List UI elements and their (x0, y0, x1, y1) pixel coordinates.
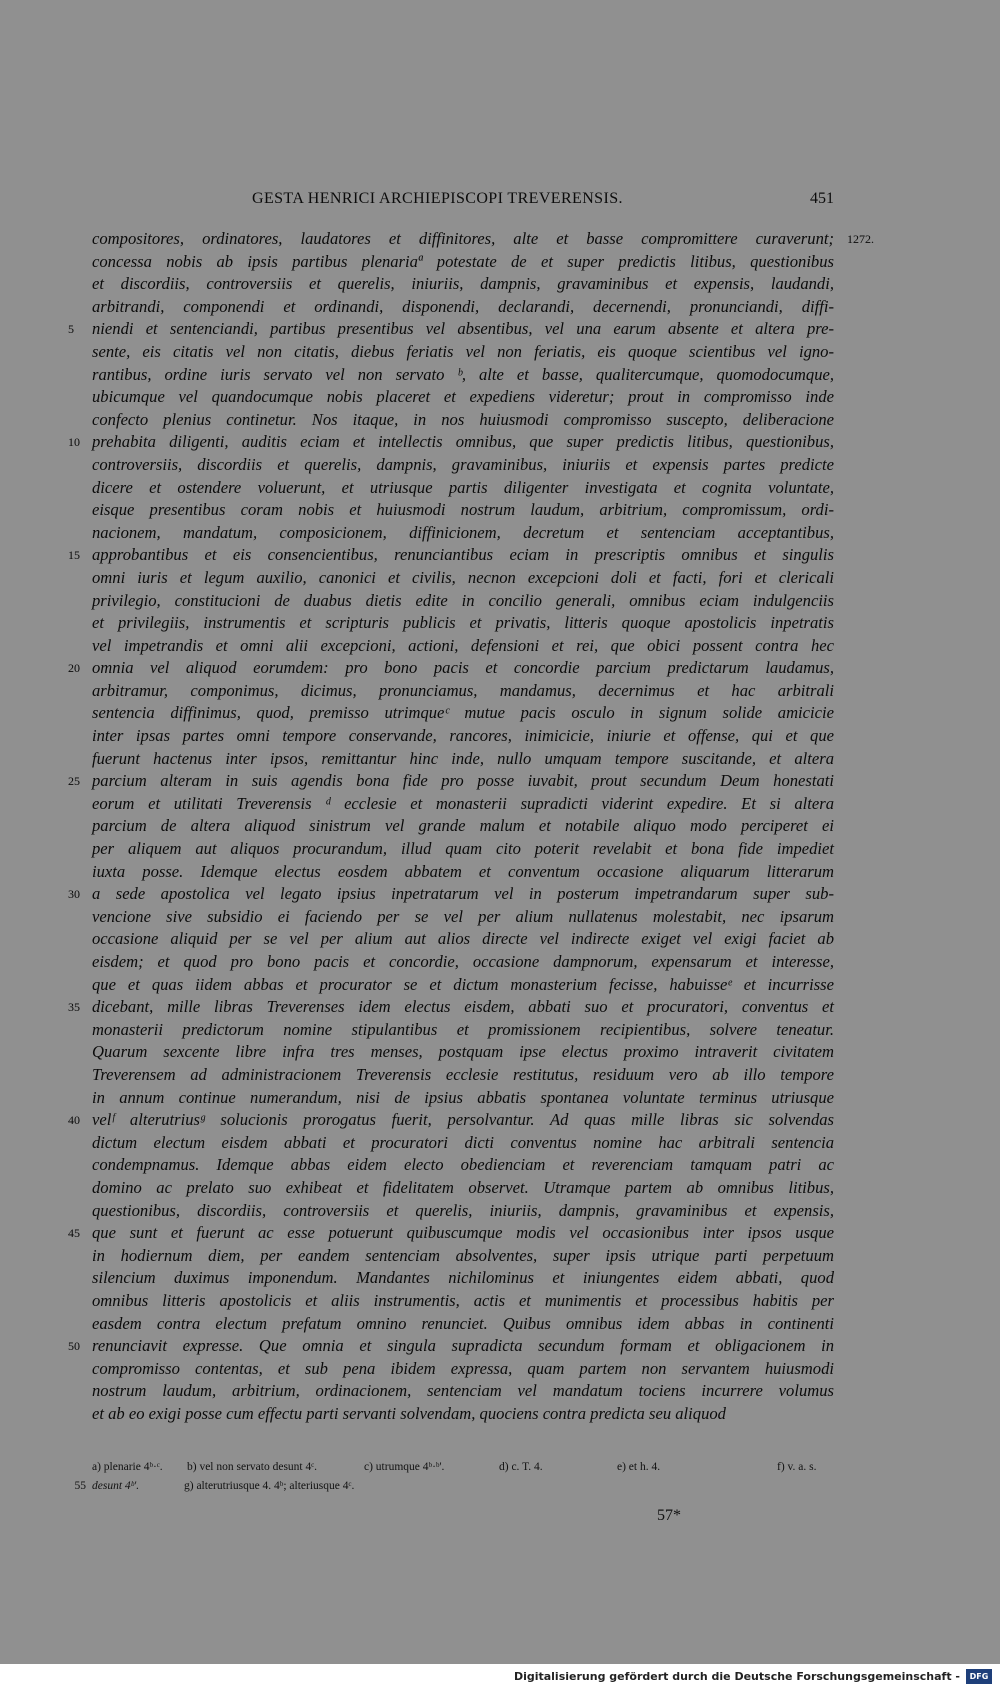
text-line-content: parcium de altera aliquod sinistrum vel grande malum et notabile aliquo modo perciperet ei (92, 816, 834, 836)
text-line (68, 1335, 834, 1358)
text-line-content: sentencia diffinimus, quod, premisso utrimqueᶜ mutue pacis osculo in signum solide amicicie (92, 703, 834, 723)
text-line-content: vel impetrandis et omni alii excepcioni, actioni, defensioni et rei, que obici possent contra hec (92, 635, 834, 655)
text-line (68, 770, 834, 793)
text-line (92, 974, 834, 997)
text-line (92, 928, 834, 951)
line-number: 25 (68, 774, 80, 789)
text-line-content: parcium alteram in suis agendis bona fide pro posse iuvabit, prout secundum Deum honestati (92, 771, 834, 791)
text-line (92, 1019, 834, 1042)
text-line-content: approbantibus et eis consencientibus, renunciantibus eciam in prescriptis omnibus et singulis (92, 545, 834, 565)
text-line (92, 1313, 834, 1336)
text-line-content: prehabita diligenti, auditis eciam et intellectis omnibus, que super predictis litibus, questionibus, (92, 432, 834, 452)
text-line-content: que sunt et fuerunt ac esse potuerunt quibuscumque modis vel occasionibus inter ipsos usque (92, 1223, 834, 1243)
text-line-content: Treverensem ad administracionem Treverensis ecclesie restitutus, residuum vero ab illo tempore (92, 1064, 834, 1084)
text-line-content: et discordiis, controversiis et querelis, iniuriis, dampnis, gravaminibus et expensis, laudandi, (92, 274, 834, 294)
text-line-content: silencium duximus imponendum. Mandantes nichilominus et iniungentes eidem abbati, quod (92, 1268, 834, 1288)
text-line-content: et ab eo exigi posse cum effectu parti servanti solvendam, quociens contra predicta seu aliquod (92, 1403, 726, 1423)
text-line (68, 1109, 834, 1132)
text-line (92, 251, 834, 274)
line-number: 10 (68, 435, 80, 450)
footnote-f: f) v. a. s. (777, 1461, 817, 1473)
text-line (92, 1041, 834, 1064)
text-line (92, 499, 834, 522)
text-line (92, 590, 834, 613)
text-line (92, 906, 834, 929)
footnote-e: e) et h. 4. (617, 1461, 661, 1473)
text-line-content: Quarum sexcente libre infra tres menses, postquam ipse electus proximo intraverit civitatem (92, 1042, 834, 1062)
text-line (92, 1177, 834, 1200)
text-line (92, 1064, 834, 1087)
text-line-content: eisque presentibus coram nobis et huiusmodi nostrum laudum, arbitrium, compromissum, ordi- (92, 500, 834, 520)
text-line (68, 996, 834, 1019)
text-line (68, 657, 834, 680)
text-line-content: renunciavit expresse. Que omnia et singula supradicta secundum formam et obligacionem in (92, 1336, 834, 1356)
text-line (92, 567, 834, 590)
text-line-content: ubicumque vel quandocumque nobis placeret et expediens videretur; prout in compromisso inde (92, 387, 834, 407)
footnote-f-continued: desunt 4ᵇ'. (92, 1480, 140, 1492)
text-line (92, 793, 834, 816)
margin-year: 1272. (847, 232, 874, 246)
text-line (92, 1245, 834, 1268)
text-line (92, 1132, 834, 1155)
text-line-content: inter ipsas partes omni tempore conservande, rancores, inimicicie, iniurie et offense, qui et que (92, 726, 834, 746)
text-line-content: que et quas iidem abbas et procurator se et dictum monasterium fecisse, habuisseᵉ et incurrisse (92, 974, 834, 994)
text-line-content: occasione aliquid per se vel per alium aut alios directe vel indirecte exiget vel exigi faciet ab (92, 929, 834, 949)
credit-bar (0, 1664, 1000, 1692)
text-line (92, 815, 834, 838)
text-line (92, 1403, 834, 1426)
text-line (92, 296, 834, 319)
text-line-content: in hodiernum diem, per eandem sentenciam absolventes, super ipsis utrique parti perpetuum (92, 1245, 834, 1265)
text-line-content: monasterii predictorum nomine stipulantibus et promissionem recipientibus, solvere teneatur. (92, 1019, 834, 1039)
text-line-content: et privilegiis, instrumentis et scripturis publicis et privatis, litteris quoque apostolicis inpetratis (92, 613, 834, 633)
line-number: 5 (68, 322, 74, 337)
text-line (92, 1290, 834, 1313)
critical-apparatus (74, 1458, 834, 1496)
footnote-c: c) utrumque 4ᵇ·ᵇ'. (364, 1461, 445, 1473)
text-line (68, 318, 834, 341)
footnote-b: b) vel non servato desunt 4ᶜ. (187, 1461, 318, 1473)
text-line (92, 1087, 834, 1110)
text-line-content: easdem contra electum prefatum omnino renunciet. Quibus omnibus idem abbas in continenti (92, 1313, 834, 1333)
line-number: 15 (68, 548, 80, 563)
text-line-content: nostrum laudum, arbitrium, ordinacionem, sentenciam vel mandatum tociens incurrere volumus (92, 1381, 834, 1401)
text-line (92, 635, 834, 658)
text-line (92, 838, 834, 861)
text-line (92, 228, 874, 251)
text-line (92, 702, 834, 725)
text-line (92, 341, 834, 364)
text-line-content: questionibus, discordiis, controversiis et querelis, iniuriis, dampnis, gravaminibus et expensis, (92, 1200, 834, 1220)
text-line (92, 1380, 834, 1403)
footnote-line-number: 55 (74, 1480, 86, 1492)
text-line-content: sente, eis citatis vel non citatis, diebus feriatis vel non feriatis, eis quoque scientibus vel igno- (92, 341, 834, 361)
text-line (92, 522, 834, 545)
text-line-content: arbitramur, componimus, dicimus, pronunciamus, mandamus, decernimus et hac arbitrali (92, 680, 834, 700)
text-line (92, 477, 834, 500)
text-line-content: domino ac prelato suo exhibeat et fidelitatem observet. Utramque partem ab omnibus litibus, (92, 1177, 834, 1197)
text-line (92, 680, 834, 703)
text-line-content: eisdem; et quod pro bono pacis et concordie, occasione dampnorum, expensarum et interesse, (92, 952, 834, 971)
text-line-content: per aliquem aut aliquos procurandum, illud quam cito poterit revelabit et bona fide impediet (92, 839, 834, 859)
text-line (92, 1154, 834, 1177)
text-line-content: compromisso contentas, et sub pena ibidem expressa, quam partem non servantem huiusmodi (92, 1358, 834, 1378)
text-line (92, 454, 834, 477)
text-line-content: in annum continue numerandum, nisi de ipsius abbatis spontanea voluntate terminus utriusque (92, 1087, 834, 1107)
text-line (92, 364, 834, 387)
text-line-content: dictum electum eisdem abbati et procuratori dicti conventus nomine hac arbitrali sentencia (92, 1132, 834, 1152)
text-line-content: rantibus, ordine iuris servato vel non servato ᵇ, alte et basse, qualitercumque, quomodocumque, (92, 364, 834, 384)
text-line-content: concessa nobis ab ipsis partibus plenariaª potestate de et super predictis litibus, questionibus (92, 251, 834, 271)
footnote-g: g) alterutriusque 4. 4ᵇ; alteriusque 4ᶜ. (184, 1480, 355, 1492)
text-line-content: dicebant, mille libras Treverenses idem electus eisdem, abbati suo et procuratori, conventus et (92, 997, 834, 1017)
line-number: 20 (68, 661, 80, 676)
text-line-content: dicere et ostendere voluerunt, et utriusque partis diligenter investigata et cognita voluntate, (92, 477, 834, 497)
text-line-content: nacionem, mandatum, composicionem, diffinicionem, decretum et sentenciam acceptantibus, (92, 522, 834, 542)
text-line-content: niendi et sentenciandi, partibus presentibus vel absentibus, vel una earum absente et altera pre- (92, 319, 834, 339)
running-title: GESTA HENRICI ARCHIEPISCOPI TREVERENSIS. (252, 190, 623, 207)
text-line-content: omni iuris et legum auxilio, canonici et civilis, necnon excepcioni doli et facti, fori et clericali (92, 567, 834, 587)
text-line (68, 431, 834, 454)
text-line (92, 1200, 834, 1223)
text-line-content: controversiis, discordiis et querelis, dampnis, gravaminibus, iniuriis et expensis partes predicte (92, 454, 834, 474)
text-line (92, 1358, 834, 1381)
footnote-d: d) c. T. 4. (499, 1461, 543, 1473)
footnote-line (92, 1458, 834, 1477)
signature-mark: 57* (657, 1507, 681, 1524)
text-line (92, 861, 834, 884)
text-line-content: eorum et utilitati Treverensis ᵈ ecclesie et monasterii supradicti viderint expedire. Et si altera (92, 793, 834, 813)
text-line (92, 748, 834, 771)
line-number: 35 (68, 1000, 80, 1015)
footnote-line (74, 1477, 834, 1496)
page-number: 451 (810, 190, 834, 207)
text-line (92, 725, 834, 748)
text-line (92, 273, 834, 296)
text-line-content: vencione sive subsidio ei faciendo per se vel per alium nullatenus molestabit, nec ipsarum (92, 906, 834, 926)
text-line-content: omnibus litteris apostolicis et aliis instrumentis, actis et munimentis et processibus habitis per (92, 1290, 834, 1310)
text-line (92, 1267, 834, 1290)
text-line-content: iuxta posse. Idemque electus eosdem abbatem et conventum occasione aliquarum litterarum (92, 861, 834, 881)
text-line (68, 544, 834, 567)
line-number: 30 (68, 887, 80, 902)
text-line-content: fuerunt hactenus inter ipsos, remittantur hinc inde, nullo umquam tempore suscitande, et altera (92, 748, 834, 768)
text-line (92, 409, 834, 432)
text-line (92, 612, 834, 635)
text-line-content: compositores, ordinatores, laudatores et diffinitores, alte et basse compromittere curaverunt; (92, 229, 834, 248)
text-line (92, 386, 834, 409)
line-number: 50 (68, 1339, 80, 1354)
text-line (68, 883, 834, 906)
page-header (92, 190, 834, 214)
text-line (92, 951, 834, 974)
text-line-content: confecto plenius continetur. Nos itaque, in nos huiusmodi compromisso suscepto, deliberacione (92, 409, 834, 429)
body-text (68, 228, 874, 1425)
footnote-a: a) plenarie 4ᵇ·ᶜ. (92, 1461, 163, 1473)
text-line-content: omnia vel aliquod eorumdem: pro bono pacis et concordie parcium predictarum laudamus, (92, 658, 834, 678)
text-line-content: privilegio, constitucioni de duabus dietis edite in concilio generali, omnibus eciam indulgenciis (92, 590, 834, 610)
line-number: 40 (68, 1113, 80, 1128)
text-line-content: arbitrandi, componendi et ordinandi, disponendi, declarandi, decernendi, pronunciandi, diffi- (92, 296, 834, 316)
text-line-content: velᶠ alterutriusᵍ solucionis prorogatus fuerit, persolvantur. Ad quas mille libras sic solvendas (92, 1110, 834, 1130)
line-number: 45 (68, 1226, 80, 1241)
dfg-logo-icon: DFG (966, 1669, 992, 1684)
text-line-content: a sede apostolica vel legato ipsius inpetratarum vel in posterum impetrandarum super sub- (92, 884, 834, 904)
text-line (68, 1222, 834, 1245)
text-line-content: condempnamus. Idemque abbas eidem electo obedienciam et reverenciam tamquam patri ac (92, 1155, 834, 1175)
funding-credit: Digitalisierung gefördert durch die Deutsche Forschungsgemeinschaft - (513, 1670, 960, 1683)
